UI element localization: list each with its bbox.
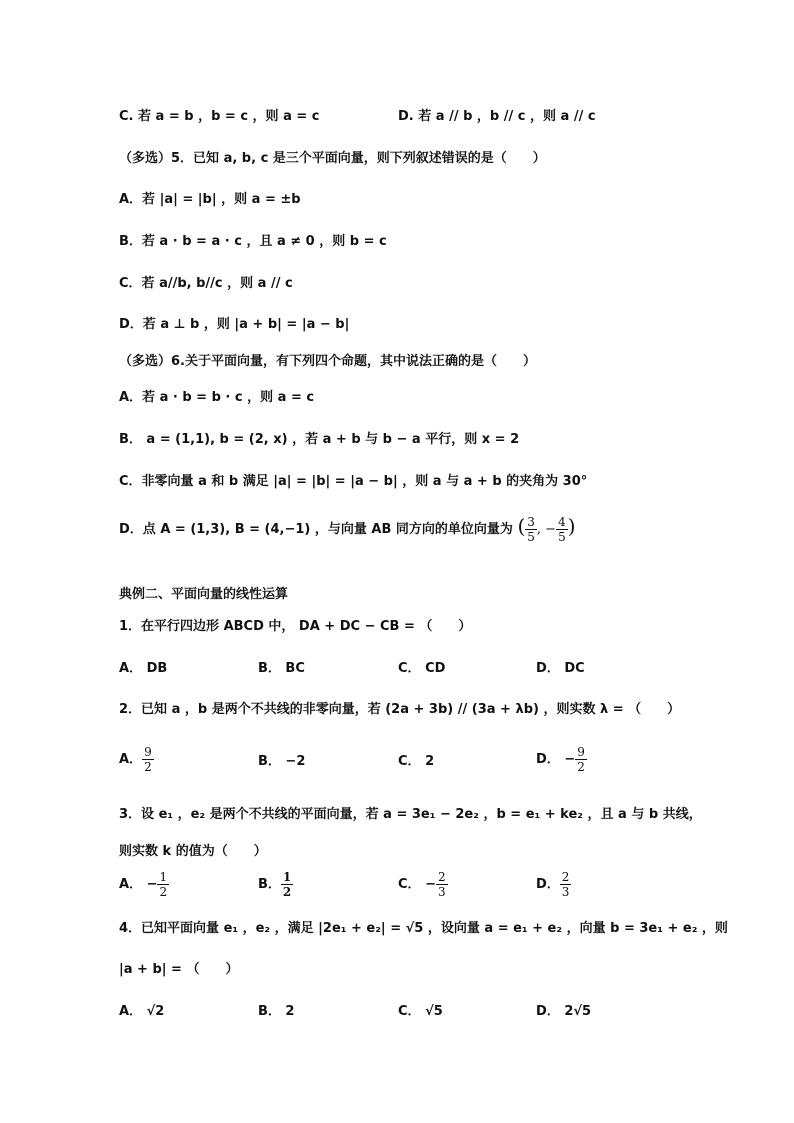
p1-stem: 1．在平行四边形 ABCD 中， DA + DC − CB = （ ） — [119, 619, 472, 634]
q5-option-c[interactable]: C．若 a//b, b//c ，则 a // c — [119, 276, 293, 291]
p2-option-d[interactable]: D． − $\frac{9}{2}$ — [536, 745, 585, 774]
q6-option-c[interactable]: C．非零向量 a 和 b 满足 |a| = |b| = |a − b| ，则 a 与 a + b 的夹角为 30° — [119, 474, 588, 489]
q4-option-c[interactable]: C. 若 a = b ，b = c ，则 a = c — [119, 109, 320, 124]
q6-d-frac2: $\frac{4}{5}$ — [558, 515, 566, 544]
q6-option-a[interactable]: A．若 a · b = b · c ，则 a = c — [119, 390, 315, 405]
q6-option-b[interactable]: B． a = (1,1), b = (2, x) ，若 a + b 与 b − a 平行，则 x = 2 — [119, 432, 520, 447]
p3-option-d[interactable]: D． $\frac{2}{3}$ — [536, 870, 570, 899]
q5-stem: （多选）5．已知 a, b, c 是三个平面向量，则下列叙述错误的是（ ） — [119, 151, 546, 166]
p3-stem-2: 则实数 k 的值为（ ） — [119, 844, 267, 859]
q6-option-d[interactable]: D．点 A = (1,3), B = (4,−1) ，与向量 AB 同方向的单位向量为 ( $\frac{3}{5}$ , − $\frac{4}{5}$ ) — [119, 514, 576, 544]
p4-option-b[interactable]: B． 2 — [258, 1004, 295, 1019]
q6-option-d-text: D．点 A = (1,3), B = (4,−1) ，与向量 AB 同方向的单位向量为 — [119, 522, 513, 537]
q6-d-frac1: $\frac{3}{5}$ — [527, 515, 535, 544]
p4-option-d[interactable]: D． 2√5 — [536, 1004, 592, 1019]
p4-option-a[interactable]: A． √2 — [119, 1004, 165, 1019]
p4-stem-2: |a + b| = （ ） — [119, 962, 239, 977]
q5-option-a[interactable]: A．若 |a| = |b| ，则 a = ±b — [119, 192, 301, 207]
p3-option-a[interactable]: A． − $\frac{1}{2}$ — [119, 870, 168, 899]
p2-option-a[interactable]: A． $\frac{9}{2}$ — [119, 745, 152, 774]
p1-option-a[interactable]: A． DB — [119, 661, 168, 676]
p3-stem: 3．设 e₁ ，e₂ 是两个不共线的平面向量，若 a = 3e₁ − 2e₂ ，b = e₁ + ke₂ ，且 a 与 b 共线， — [119, 807, 702, 822]
section-title: 典例二、平面向量的线性运算 — [119, 587, 289, 602]
p2-stem: 2．已知 a ，b 是两个不共线的非零向量，若 (2a + 3b) // (3a + λb) ，则实数 λ = （ ） — [119, 702, 681, 717]
q5-option-b[interactable]: B．若 a · b = a · c ，且 a ≠ 0 ，则 b = c — [119, 234, 387, 249]
p1-option-b[interactable]: B． BC — [258, 661, 305, 676]
p1-option-c[interactable]: C． CD — [398, 661, 446, 676]
p2-option-b[interactable]: B． −2 — [258, 754, 306, 769]
p1-option-d[interactable]: D． DC — [536, 661, 585, 676]
q5-option-d[interactable]: D．若 a ⊥ b ，则 |a + b| = |a − b| — [119, 317, 350, 332]
p3-option-b[interactable]: B． $\frac{1}{2}$ — [258, 870, 292, 899]
p3-option-c[interactable]: C． − $\frac{2}{3}$ — [398, 870, 446, 899]
q6-stem: （多选）6.关于平面向量，有下列四个命题，其中说法正确的是（ ） — [119, 354, 536, 369]
q4-option-d[interactable]: D. 若 a // b ，b // c ，则 a // c — [398, 109, 596, 124]
p4-option-c[interactable]: C． √5 — [398, 1004, 443, 1019]
p2-option-c[interactable]: C． 2 — [398, 754, 435, 769]
p4-stem: 4．已知平面向量 e₁ ，e₂ ，满足 |2e₁ + e₂| = √5 ，设向量 a = e₁ + e₂ ，向量 b = 3e₁ + e₂ ，则 — [119, 921, 728, 936]
